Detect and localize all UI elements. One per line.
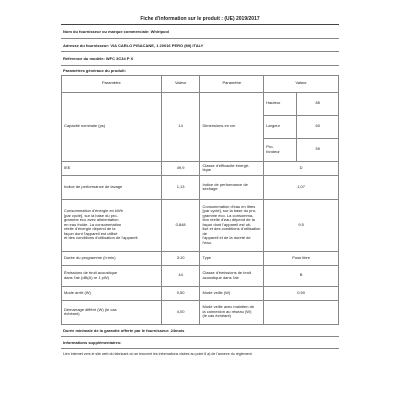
dimensions-label: Dimensions en cm — [200, 92, 264, 161]
height-label: Hauteur — [264, 92, 297, 115]
capacity-value: 14 — [161, 92, 200, 161]
table-row — [62, 161, 339, 175]
energy-consumption-value: 0,848 — [161, 199, 200, 251]
noise-emission-value: 44 — [161, 265, 200, 286]
product-information-sheet — [61, 14, 339, 359]
header-value-1: Valeur — [161, 75, 200, 92]
header-param-1: Paramètre — [62, 75, 162, 92]
noise-class-label: Classe d'émissions de bruit acoustique dans l'air — [200, 265, 264, 286]
off-mode-value: 0,50 — [161, 286, 200, 300]
off-mode-label: Mode arrêt (W) — [62, 286, 162, 300]
energy-class-label: Classe d'efficacité énergé- tique — [200, 161, 264, 175]
warranty-duration: Durée minimale de la garantie offerte par le fournisseur: 24mois — [61, 325, 339, 337]
type-label: Type — [200, 251, 264, 265]
table-row — [62, 92, 339, 115]
table-row — [62, 300, 339, 324]
table-row — [62, 265, 339, 286]
networked-standby-label: Mode veille avec maintien de la connexion au réseau (W) (le cas échéant) — [200, 300, 264, 324]
supplier-address: Adresse du fournisseur: VIA CARLO PISACANE, 1 20016 PERO (MI) ITALY — [61, 39, 339, 53]
supplier-name: Nom du fournisseur ou marque commerciale: Whirlpool — [61, 25, 339, 39]
water-consumption-value: 9,5 — [264, 199, 339, 251]
header-value-2: Valeur — [264, 75, 339, 92]
cleaning-index-value: 1,13 — [161, 175, 200, 199]
width-value: 60 — [297, 115, 339, 138]
capacity-label: Capacité nominale (ps) — [62, 92, 162, 161]
eei-label: IEE — [62, 161, 162, 175]
table-row — [62, 251, 339, 265]
model-reference: Référence du modèle: WFC 3C34 P X — [61, 52, 339, 66]
noise-class-value: B — [264, 265, 339, 286]
drying-index-value: 1,07 — [264, 175, 339, 199]
table-row — [62, 286, 339, 300]
additional-info-heading: Informations supplémentaires: — [61, 337, 339, 349]
sheet-title: Fiche d'information sur le produit : (UE) 2019/2017 — [140, 16, 260, 22]
width-label: Largeur — [264, 115, 297, 138]
parameters-table — [61, 75, 339, 325]
depth-label: Pro- fondeur — [264, 138, 297, 161]
depth-value: 59 — [297, 138, 339, 161]
table-row — [62, 175, 339, 199]
energy-class-value: D — [264, 161, 339, 175]
delay-start-value: 4,00 — [161, 300, 200, 324]
duration-value: 3:10 — [161, 251, 200, 265]
drying-index-label: Indice de performance de séchage — [200, 175, 264, 199]
delay-start-label: Démarrage différé (W) (le cas échéant) — [62, 300, 162, 324]
duration-label: Durée du programme (h:min) — [62, 251, 162, 265]
type-value: Pose libre — [264, 251, 339, 265]
standby-mode-value: 0,50 — [264, 286, 339, 300]
height-value: 85 — [297, 92, 339, 115]
general-params-heading: Paramètres généraux du produit: — [63, 67, 126, 73]
table-header-row — [62, 75, 339, 92]
standby-mode-label: Mode veille (W) — [200, 286, 264, 300]
eei-value: 49,9 — [161, 161, 200, 175]
manufacturer-website-link[interactable]: Lien internet vers le site web du fabricant où se trouvent les informations visées au point 6 a) de l'annexe du règlement — [63, 351, 252, 356]
cleaning-index-label: Indice de performance de lavage — [62, 175, 162, 199]
table-row — [62, 199, 339, 251]
header-param-2: Paramètre — [200, 75, 264, 92]
energy-consumption-label: Consommation d'énergie en kWh [par cycle], sur la base du pro- gramme éco avec alimentation en eau froide. La consommation réelle d'énergie dépend de la façon dont l'appareil est utilisé et des conditions d'utilisation de l'appareil. — [62, 199, 162, 251]
water-consumption-label: Consommation d'eau en litres [par cycle], sur la base du pro- gramme éco. La consomma- tion réelle d'eau dépend de la façon dont l'appareil est uti- lisé et des conditions d'utilisation de l'appareil et de la dureté de l'eau. — [200, 199, 264, 251]
noise-emission-label: Émissions de bruit acoustique dans l'air (dB(A) re 1 pW) — [62, 265, 162, 286]
networked-standby-value — [264, 300, 339, 324]
